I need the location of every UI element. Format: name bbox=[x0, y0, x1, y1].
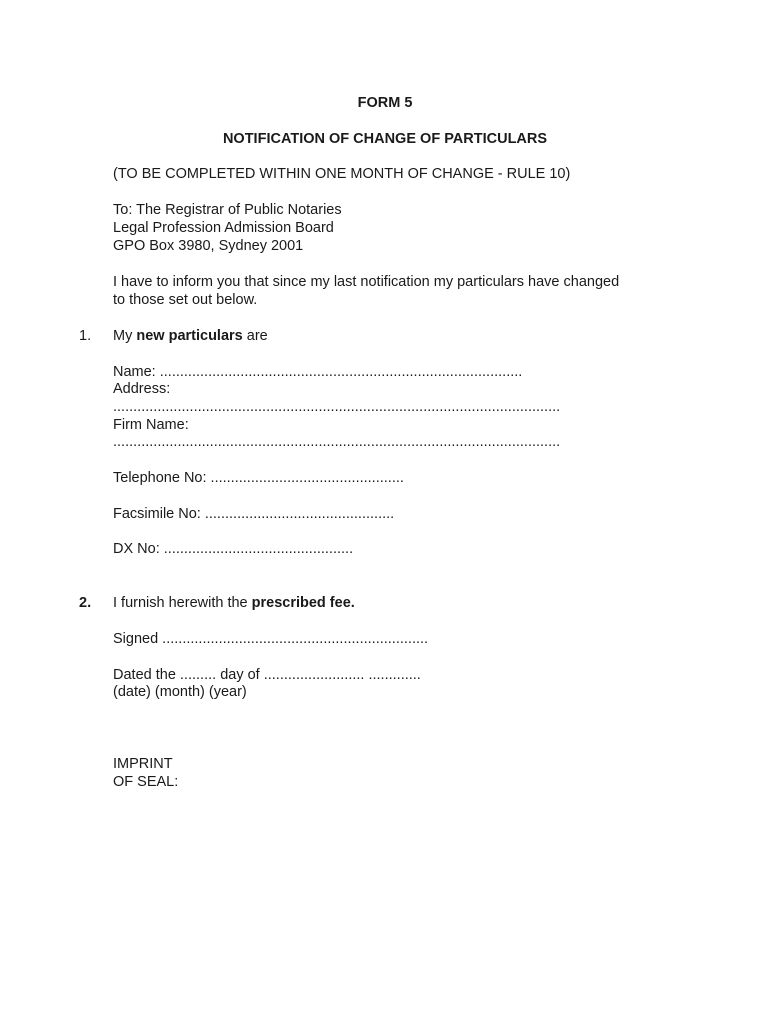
address-label: Address: bbox=[113, 381, 171, 397]
section-2-text-bold: prescribed fee. bbox=[251, 595, 355, 611]
addressee-line-3: GPO Box 3980, Sydney 2001 bbox=[113, 238, 304, 254]
dated-caption: (date) (month) (year) bbox=[113, 684, 247, 700]
firm-name-field: ............................................................................................................... bbox=[113, 434, 561, 450]
addressee-line-1: To: The Registrar of Public Notaries bbox=[113, 202, 342, 218]
facsimile-field: Facsimile No: ............................................... bbox=[113, 506, 395, 522]
intro-line-1: I have to inform you that since my last notification my particulars have changed bbox=[113, 274, 620, 290]
seal-label-line-1: IMPRINT bbox=[113, 756, 173, 772]
section-2-heading bbox=[113, 594, 355, 612]
seal-label-line-2: OF SEAL: bbox=[113, 774, 179, 790]
addressee-line-2: Legal Profession Admission Board bbox=[113, 220, 334, 236]
signed-field: Signed .................................................................. bbox=[113, 631, 429, 647]
section-2-text-before: I furnish herewith the bbox=[113, 595, 252, 611]
section-1-text-before: My bbox=[113, 328, 137, 344]
intro-line-2: to those set out below. bbox=[113, 292, 258, 308]
dx-field: DX No: ............................................... bbox=[113, 541, 354, 557]
name-field: Name: .......................................................................................... bbox=[113, 364, 523, 380]
telephone-field: Telephone No: ................................................ bbox=[113, 470, 404, 486]
section-2-number: 2. bbox=[79, 595, 92, 611]
form-title: NOTIFICATION OF CHANGE OF PARTICULARS bbox=[222, 131, 548, 147]
address-field: ............................................................................................................... bbox=[113, 399, 561, 415]
dated-field: Dated the ......... day of ......................... ............. bbox=[113, 667, 421, 683]
form-number: FORM 5 bbox=[357, 95, 413, 111]
section-1-text-after: are bbox=[242, 328, 268, 344]
section-1-text-bold: new particulars bbox=[136, 328, 243, 344]
section-1-heading bbox=[113, 327, 268, 345]
form-instruction: (TO BE COMPLETED WITHIN ONE MONTH OF CHANGE - RULE 10) bbox=[113, 166, 571, 182]
section-1-number: 1. bbox=[79, 328, 92, 344]
firm-name-label: Firm Name: bbox=[113, 417, 189, 433]
